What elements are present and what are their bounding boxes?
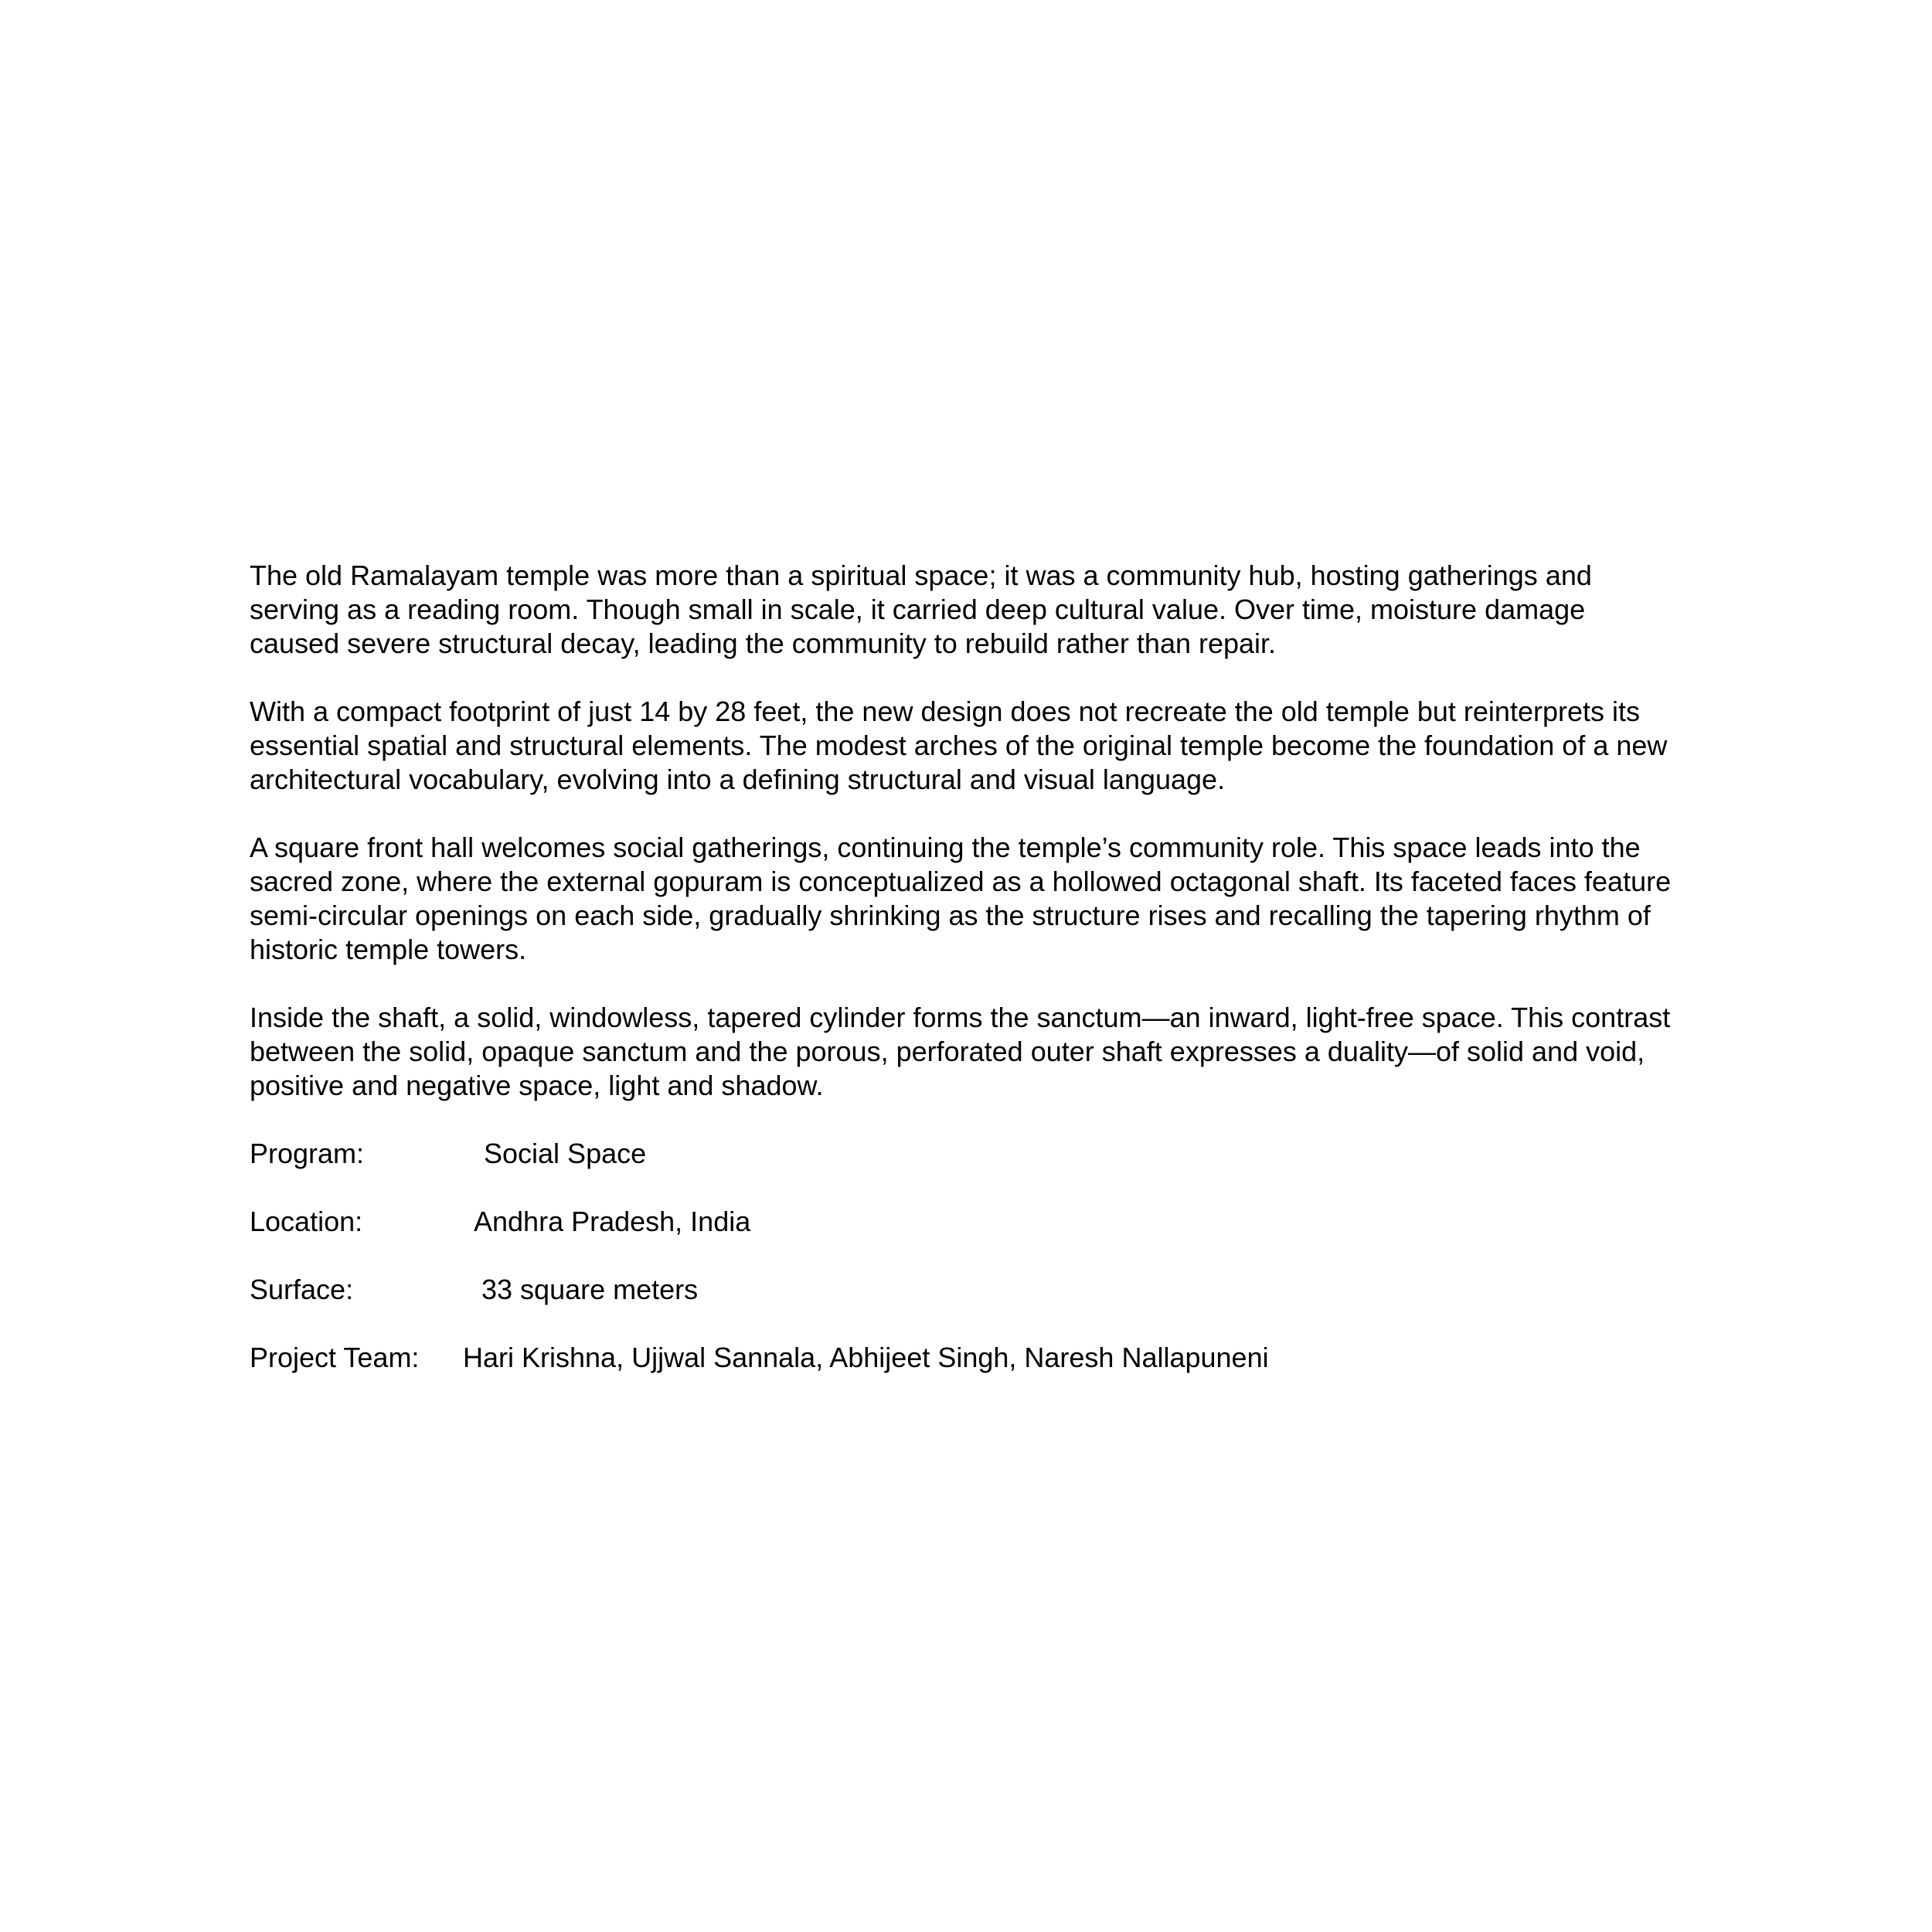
paragraph-design: With a compact footprint of just 14 by 28 feet, the new design does not recreate the old temple but reinterprets its essential spatial and structural elements. The modest arches of the original temple become the foundation of a new architectural vocabulary, evolving into a defining structural and visual language. <box>250 696 1668 795</box>
paragraph-sanctum: Inside the shaft, a solid, windowless, tapered cylinder forms the sanctum—an inward, light-free space. This contrast between the solid, opaque sanctum and the porous, perforated outer shaft expresses a duality—of solid and void, positive and negative space, light and shadow. <box>250 1002 1671 1101</box>
program-value: Social Space <box>484 1138 647 1169</box>
program-label: Program: <box>250 1138 365 1169</box>
project-team-value: Hari Krishna, Ujjwal Sannala, Abhijeet Singh, Naresh Nallapuneni <box>463 1342 1269 1373</box>
surface-row <box>250 1273 1710 1307</box>
project-description <box>250 559 1710 1409</box>
location-label: Location: <box>250 1206 363 1237</box>
location-value: Andhra Pradesh, India <box>474 1206 751 1237</box>
project-team-label: Project Team: <box>250 1342 420 1373</box>
surface-label: Surface: <box>250 1274 354 1305</box>
paragraph-front-hall: A square front hall welcomes social gatherings, continuing the temple’s community role. This space leads into the sacred zone, where the external gopuram is conceptualized as a hollowed octagonal shaft. Its faceted faces feature semi-circular openings on each side, gradually shrinking as the structure rises and recalling the tapering rhythm of historic temple towers. <box>250 832 1672 965</box>
surface-value: 33 square meters <box>481 1274 699 1305</box>
project-team-row <box>250 1341 1710 1375</box>
location-row <box>250 1205 1710 1239</box>
paragraph-history: The old Ramalayam temple was more than a spiritual space; it was a community hub, hosting gatherings and serving as a reading room. Though small in scale, it carried deep cultural value. Over time, moisture damage caused severe structural decay, leading the community to rebuild rather than repair. <box>250 560 1592 659</box>
program-row <box>250 1137 1710 1171</box>
